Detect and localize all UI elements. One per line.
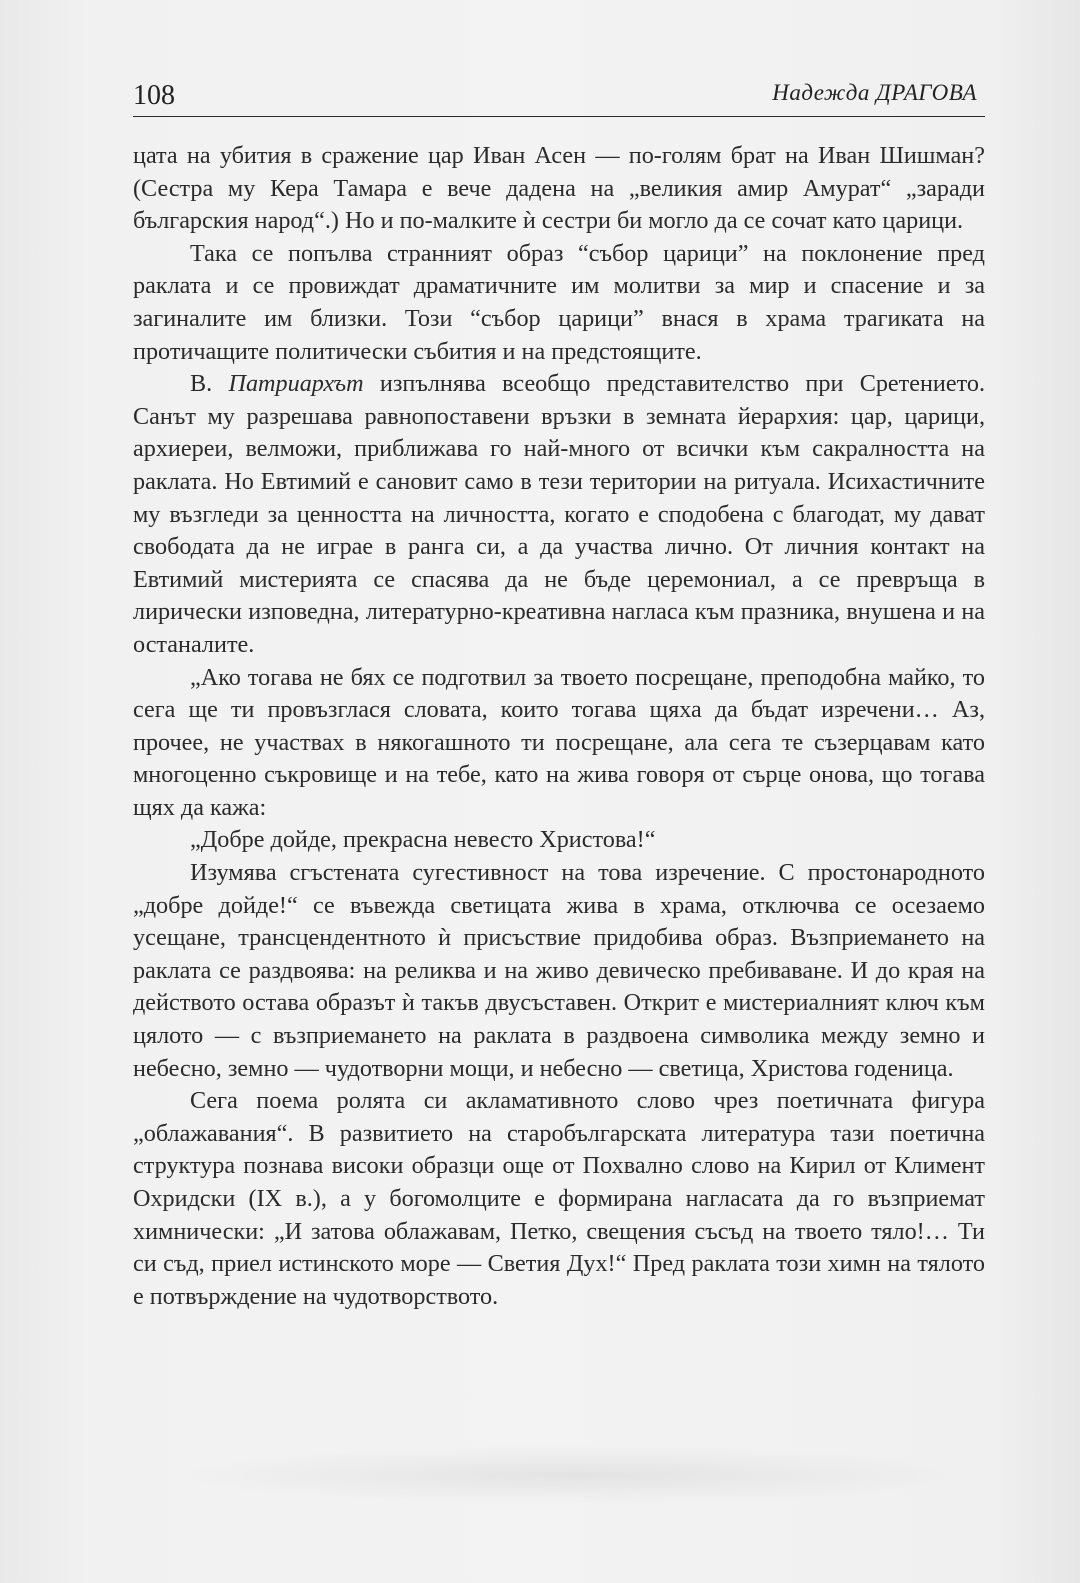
paragraph-text: Изумява сгъстената сугестивност на това изречение. С простонародното „добре дойде!“ се въвежда светицата жива в храма, отключва се осезаемо усещане, трансцендентното ѝ присъствие придобива образ. Възприемането на раклата се раздвоява: на реликва и на живо девическо пребиваване. И до края на действото остава образът ѝ такъв двусъставен. Открит е мистериалният ключ към цялото — с възприемането на раклата в раздвоена символика между земно и небесно, земно — чудотворни мощи, и небесно — светица, Христова годеница. — [133, 859, 985, 1082]
scan-shadow — [180, 1445, 970, 1505]
paragraph-6 — [133, 857, 985, 1085]
paragraph-4 — [133, 662, 985, 825]
paragraph-text: „Добре дойде, прекрасна невесто Христова!“ — [190, 826, 656, 854]
body-text — [133, 140, 985, 1313]
paragraph-lead-italic: Патриархът — [228, 370, 364, 398]
paragraph-5 — [133, 824, 985, 857]
paragraph-text: „Ако тогава не бях се подготвил за твоето посрещане, преподобна майко, то сега ще ти провъзглася словата, които тогава щяха да бъдат изречени… Аз, прочее, не участвах в някогашното ти посрещане, ала сега те съзерцавам като многоценно съкровище и на тебе, като на жива говоря от сърце онова, що тогава щях да кажа: — [133, 663, 985, 821]
paragraph-text: Сега поема ролята си акламативното слово чрез поетичната фигура „облажавания“. В развитието на старобългарската литература тази поетична структура познава високи образци още от Похвално слово на Кирил от Климент Охридски (IX в.), а у богомолците е формирана нагласата да го възприемат химнически: „И затова облажавам, Петко, свещения съсъд на твоето тяло!… Ти си съд, приел истинското море — Светия Дух!“ Пред раклата този химн на тялото е потвърждение на чудотворството. — [133, 1087, 985, 1310]
paragraph-text: цата на убития в сражение цар Иван Асен — по-голям брат на Иван Шишман? (Сестра му Кера Тамара е вече дадена на „великия амир Амурат“ „заради българския народ“.) Но и по-малките ѝ сестри би могло да се сочат като царици. — [133, 142, 985, 235]
paragraph-3 — [133, 368, 985, 661]
paragraph-text: изпълнява всеобщо представителство при Сретението. Санът му разрешава равнопоставени връзки в земната йерархия: цар, царици, архиереи, велможи, приближава го най-много от всички към сакралността на раклата. Но Евтимий е сановит само в тези територии на ритуала. Исихастичните му възгледи за ценността на личността, когато е сподобена с благодат, му дават свободата да не играе в ранга си, а да участва лично. От личния контакт на Евтимий мистерията се спасява да не бъде церемониал, а се превръща в лирически изповедна, литературно-креативна нагласа към празника, внушена и на останалите. — [133, 370, 985, 658]
paragraph-2 — [133, 238, 985, 368]
paragraph-1 — [133, 140, 985, 238]
page-header — [133, 78, 985, 117]
page-number: 108 — [133, 80, 175, 111]
running-head-author: Надежда ДРАГОВА — [772, 80, 977, 105]
paragraph-7 — [133, 1085, 985, 1313]
paragraph-text: Така се попълва странният образ “събор царици” на поклонение пред раклата и се провиждат драматичните им молитви за мир и спасение и за загиналите им близки. Този “събор царици” внася в храма трагиката на протичащите политически събития и на предстоящите. — [133, 239, 985, 365]
paragraph-lead: В. — [190, 370, 229, 398]
